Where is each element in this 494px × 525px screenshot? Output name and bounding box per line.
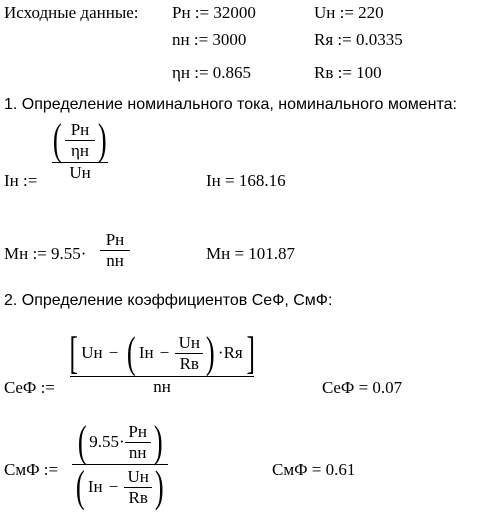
right-paren: ) (155, 462, 164, 511)
cm-den-num: Uн (127, 466, 149, 486)
current-den: Uн (69, 163, 91, 182)
current-numerator (50, 115, 109, 164)
current-num: Pн (70, 119, 90, 139)
current-result: Iн = 168.16 (206, 171, 286, 190)
current-fraction (52, 115, 108, 183)
input-eta: ηн := 0.865 (172, 63, 252, 82)
ce-fraction (69, 327, 255, 397)
ce-u: Uн (81, 343, 103, 362)
section2-title: 2. Определение коэффициентов CeФ, CмФ: (4, 292, 333, 309)
ce-i: Iн (138, 343, 154, 362)
minus-sign: − (159, 343, 170, 362)
input-rv: Rв := 100 (314, 63, 382, 82)
cm-num-den: nн (128, 442, 147, 462)
right-paren: ) (206, 328, 215, 377)
cm-i: Iн (87, 477, 103, 496)
left-paren: ( (77, 417, 87, 466)
input-pn: Pн := 32000 (172, 3, 256, 22)
right-bracket: ] (246, 327, 255, 378)
minus-sign: − (108, 343, 119, 362)
ce-inner-num: Uн (178, 332, 200, 352)
header-label: Исходные данные: (4, 3, 139, 22)
moment-num: Pн (105, 230, 125, 249)
input-nn: nн := 3000 (172, 30, 247, 49)
section1-title: 1. Определение номинального тока, номинального момента: (4, 96, 457, 113)
cm-num-num: Pн (128, 421, 147, 441)
cm-den-den: Rв (128, 487, 148, 507)
cm-result: CмФ = 0.61 (272, 460, 356, 479)
moment-den: nн (106, 251, 124, 270)
input-un: Uн := 220 (314, 3, 384, 22)
ce-result: CeФ = 0.07 (322, 378, 403, 397)
ce-lhs: CeФ := (4, 378, 55, 397)
moment-result: Mн = 101.87 (206, 244, 296, 263)
right-paren: ) (153, 417, 163, 466)
ce-inner-den: Rв (179, 353, 199, 373)
cm-fraction (72, 417, 168, 511)
current-lhs: Iн := (4, 171, 38, 190)
current-den-inner: ηн (71, 140, 89, 160)
moment-fraction (100, 230, 130, 271)
left-bracket: [ (69, 327, 78, 378)
ce-numerator (66, 327, 258, 378)
left-paren: ( (53, 115, 63, 164)
cm-coef: 9.55· (89, 432, 125, 451)
cm-numerator (75, 417, 166, 466)
cm-denominator (73, 462, 167, 511)
left-paren: ( (127, 328, 136, 377)
ce-den: nн (153, 377, 171, 396)
right-paren: ) (97, 115, 107, 164)
ce-mult: ·Rя (217, 343, 243, 362)
moment-lhs: Mн := 9.55· (4, 244, 87, 263)
left-paren: ( (76, 462, 85, 511)
minus-sign: − (108, 477, 119, 496)
cm-lhs: CмФ := (4, 460, 59, 479)
input-rya: Rя := 0.0335 (314, 30, 403, 49)
